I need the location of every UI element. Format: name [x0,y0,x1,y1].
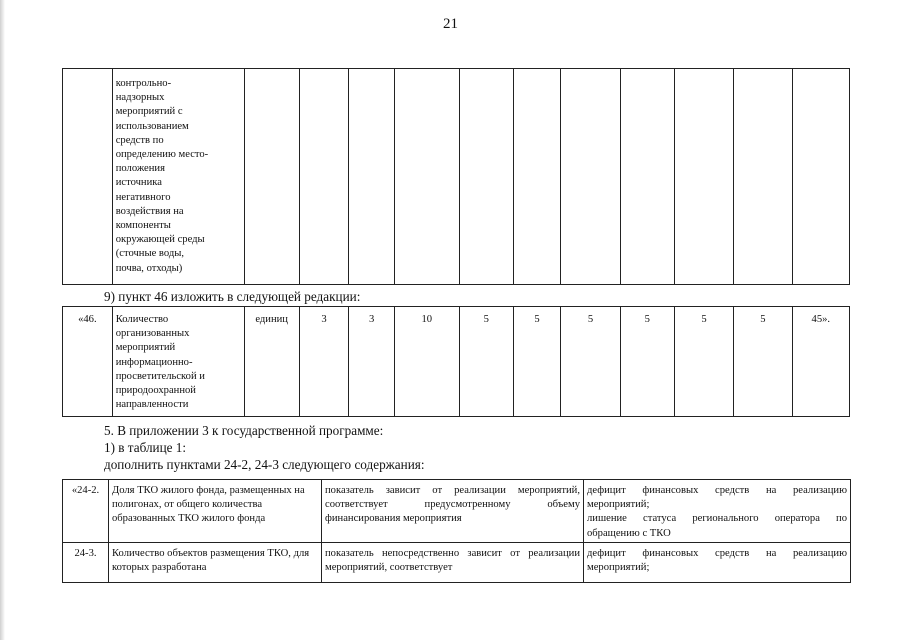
add-items-line: дополнить пунктами 24-2, 24-3 следующего содержания: [104,457,425,472]
value-cell: 5 [459,307,513,417]
value-cell: 5 [674,307,733,417]
indicator-cell: Количество организованных мероприятий информационно- просветительской и природоохранной направленности [112,307,244,417]
num-cell [63,69,113,285]
appendix-3-line: 5. В приложении 3 к государственной программе: [104,423,384,438]
page-number: 21 [443,16,458,32]
indicator-risks: дефицит финансовых средств на реализацию мероприятий; [584,542,851,582]
item-9-line: 9) пункт 46 изложить в следующей редакции: [104,289,361,304]
indicator-name: Доля ТКО жилого фонда, размещенных на полигонах, от общего количества образованных ТКО жилого фонда [109,480,322,543]
value-cell: 5 [620,307,674,417]
value-cell-total: 45». [792,307,849,417]
item-number: «24-2. [63,480,109,543]
value-cell: 5 [561,307,620,417]
indicator-name: Количество объектов размещения ТКО, для которых разработана [109,542,322,582]
value-cell: 5 [513,307,561,417]
item-number: 24-3. [63,542,109,582]
value-cell: 5 [734,307,792,417]
item-number: «46. [63,307,113,417]
indicator-cell: контрольно- надзорных мероприятий с использованием средств по определению место- положения источника негативного воздействия на компоненты окружающей среды (сточные воды, почва, отходы) [112,69,244,285]
value-cell: 3 [299,307,349,417]
scan-edge-shadow [0,0,5,640]
indicator-relation: показатель зависит от реализации мероприятий, соответствует предусмотренному объему финансирования мероприятия [322,480,584,543]
table-1-line: 1) в таблице 1: [104,440,187,455]
table-items-24 [62,479,851,583]
table-item-46 [62,306,850,417]
indicator-risks: дефицит финансовых средств на реализацию мероприятий; лишение статуса регионального оператора по обращению с ТКО [584,480,851,543]
value-cell: 3 [349,307,394,417]
table-continuation [62,68,850,285]
unit-cell: единиц [244,307,299,417]
value-cell: 10 [394,307,459,417]
indicator-relation: показатель непосредственно зависит от реализации мероприятий, соответствует [322,542,584,582]
